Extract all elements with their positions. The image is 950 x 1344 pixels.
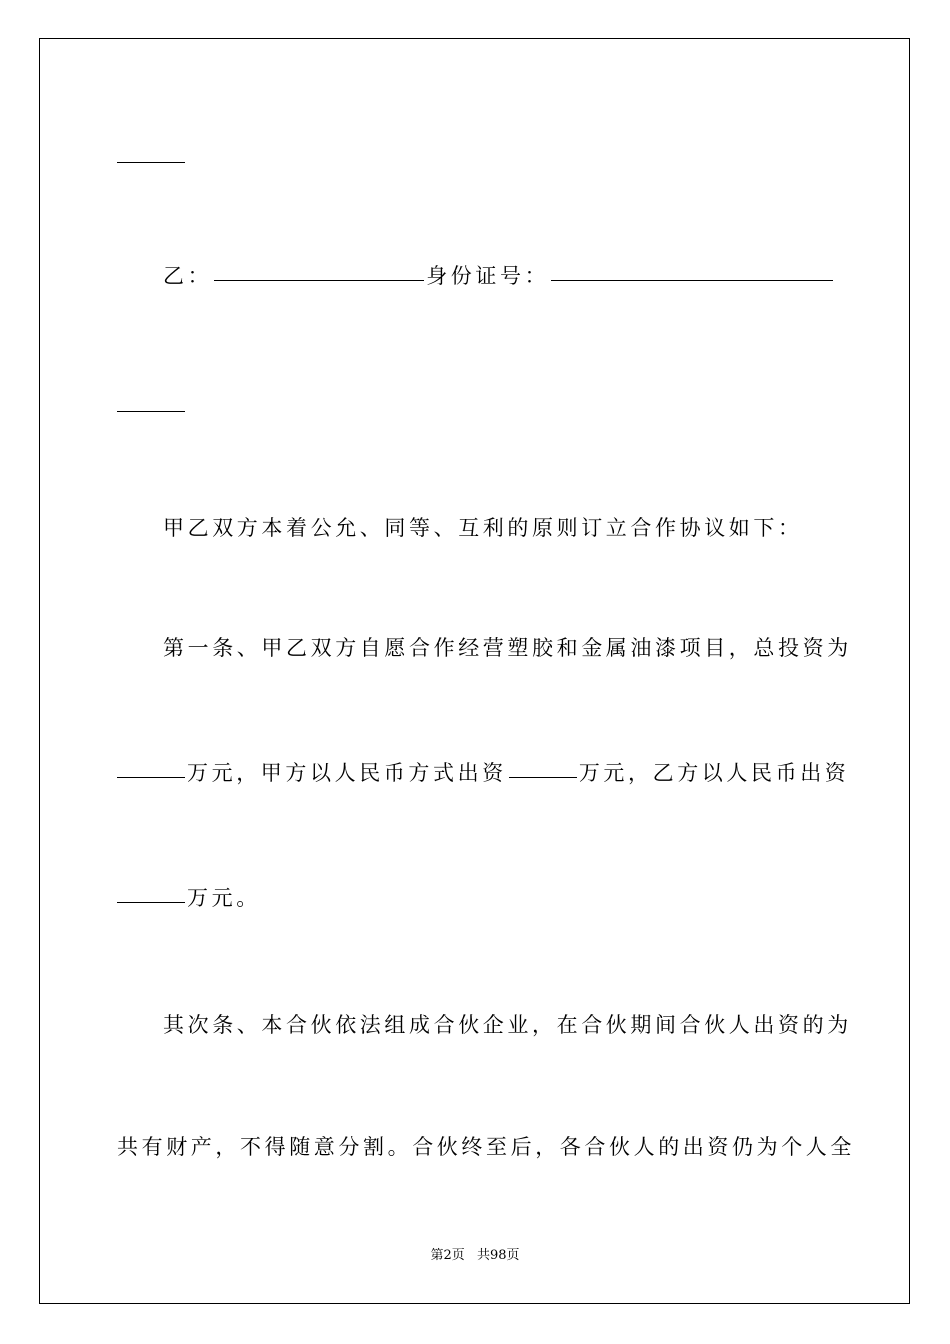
- article-2-line-2: [117, 1133, 855, 1161]
- id-number-field[interactable]: [551, 279, 833, 281]
- blank-field[interactable]: [117, 161, 185, 163]
- paragraph-text: 万元。: [187, 886, 261, 910]
- party-b-investment-field[interactable]: [117, 901, 185, 903]
- article-1-line-2: [117, 759, 850, 787]
- paragraph-intro: [117, 514, 883, 542]
- page-number: 第2页: [430, 1248, 465, 1263]
- paragraph-text: 万元，甲方以人民币方式出资: [187, 761, 507, 785]
- article-1-line-3: [117, 884, 837, 912]
- party-b-line: [117, 262, 883, 290]
- total-investment-field[interactable]: [117, 776, 185, 778]
- paragraph-text: 第一条、甲乙双方自愿合作经营塑胶和金属油漆项目，总投资为: [163, 636, 852, 660]
- id-number-label: 身份证号：: [426, 264, 550, 288]
- paragraph-text: 其次条、本合伙依法组成合伙企业，在合伙期间合伙人出资的为: [163, 1013, 852, 1037]
- party-b-name-field[interactable]: [214, 279, 424, 281]
- party-b-label: 乙：: [163, 264, 213, 288]
- blank-field[interactable]: [117, 410, 185, 412]
- article-2-line-1: [117, 1011, 883, 1039]
- paragraph-text: 共有财产，不得随意分割。合伙终至后，各合伙人的出资仍为个人全: [117, 1135, 855, 1159]
- party-a-investment-field[interactable]: [509, 776, 577, 778]
- blank-line-2: [117, 393, 837, 421]
- page-footer: [0, 1247, 950, 1265]
- blank-line-1: [117, 144, 837, 172]
- paragraph-text: 万元，乙方以人民币出资: [578, 761, 850, 785]
- total-pages: 共98页: [476, 1248, 520, 1263]
- page-border: [39, 38, 910, 1304]
- paragraph-text: 甲乙双方本着公允、同等、互利的原则订立合作协议如下：: [163, 516, 803, 540]
- article-1-line-1: [117, 634, 883, 662]
